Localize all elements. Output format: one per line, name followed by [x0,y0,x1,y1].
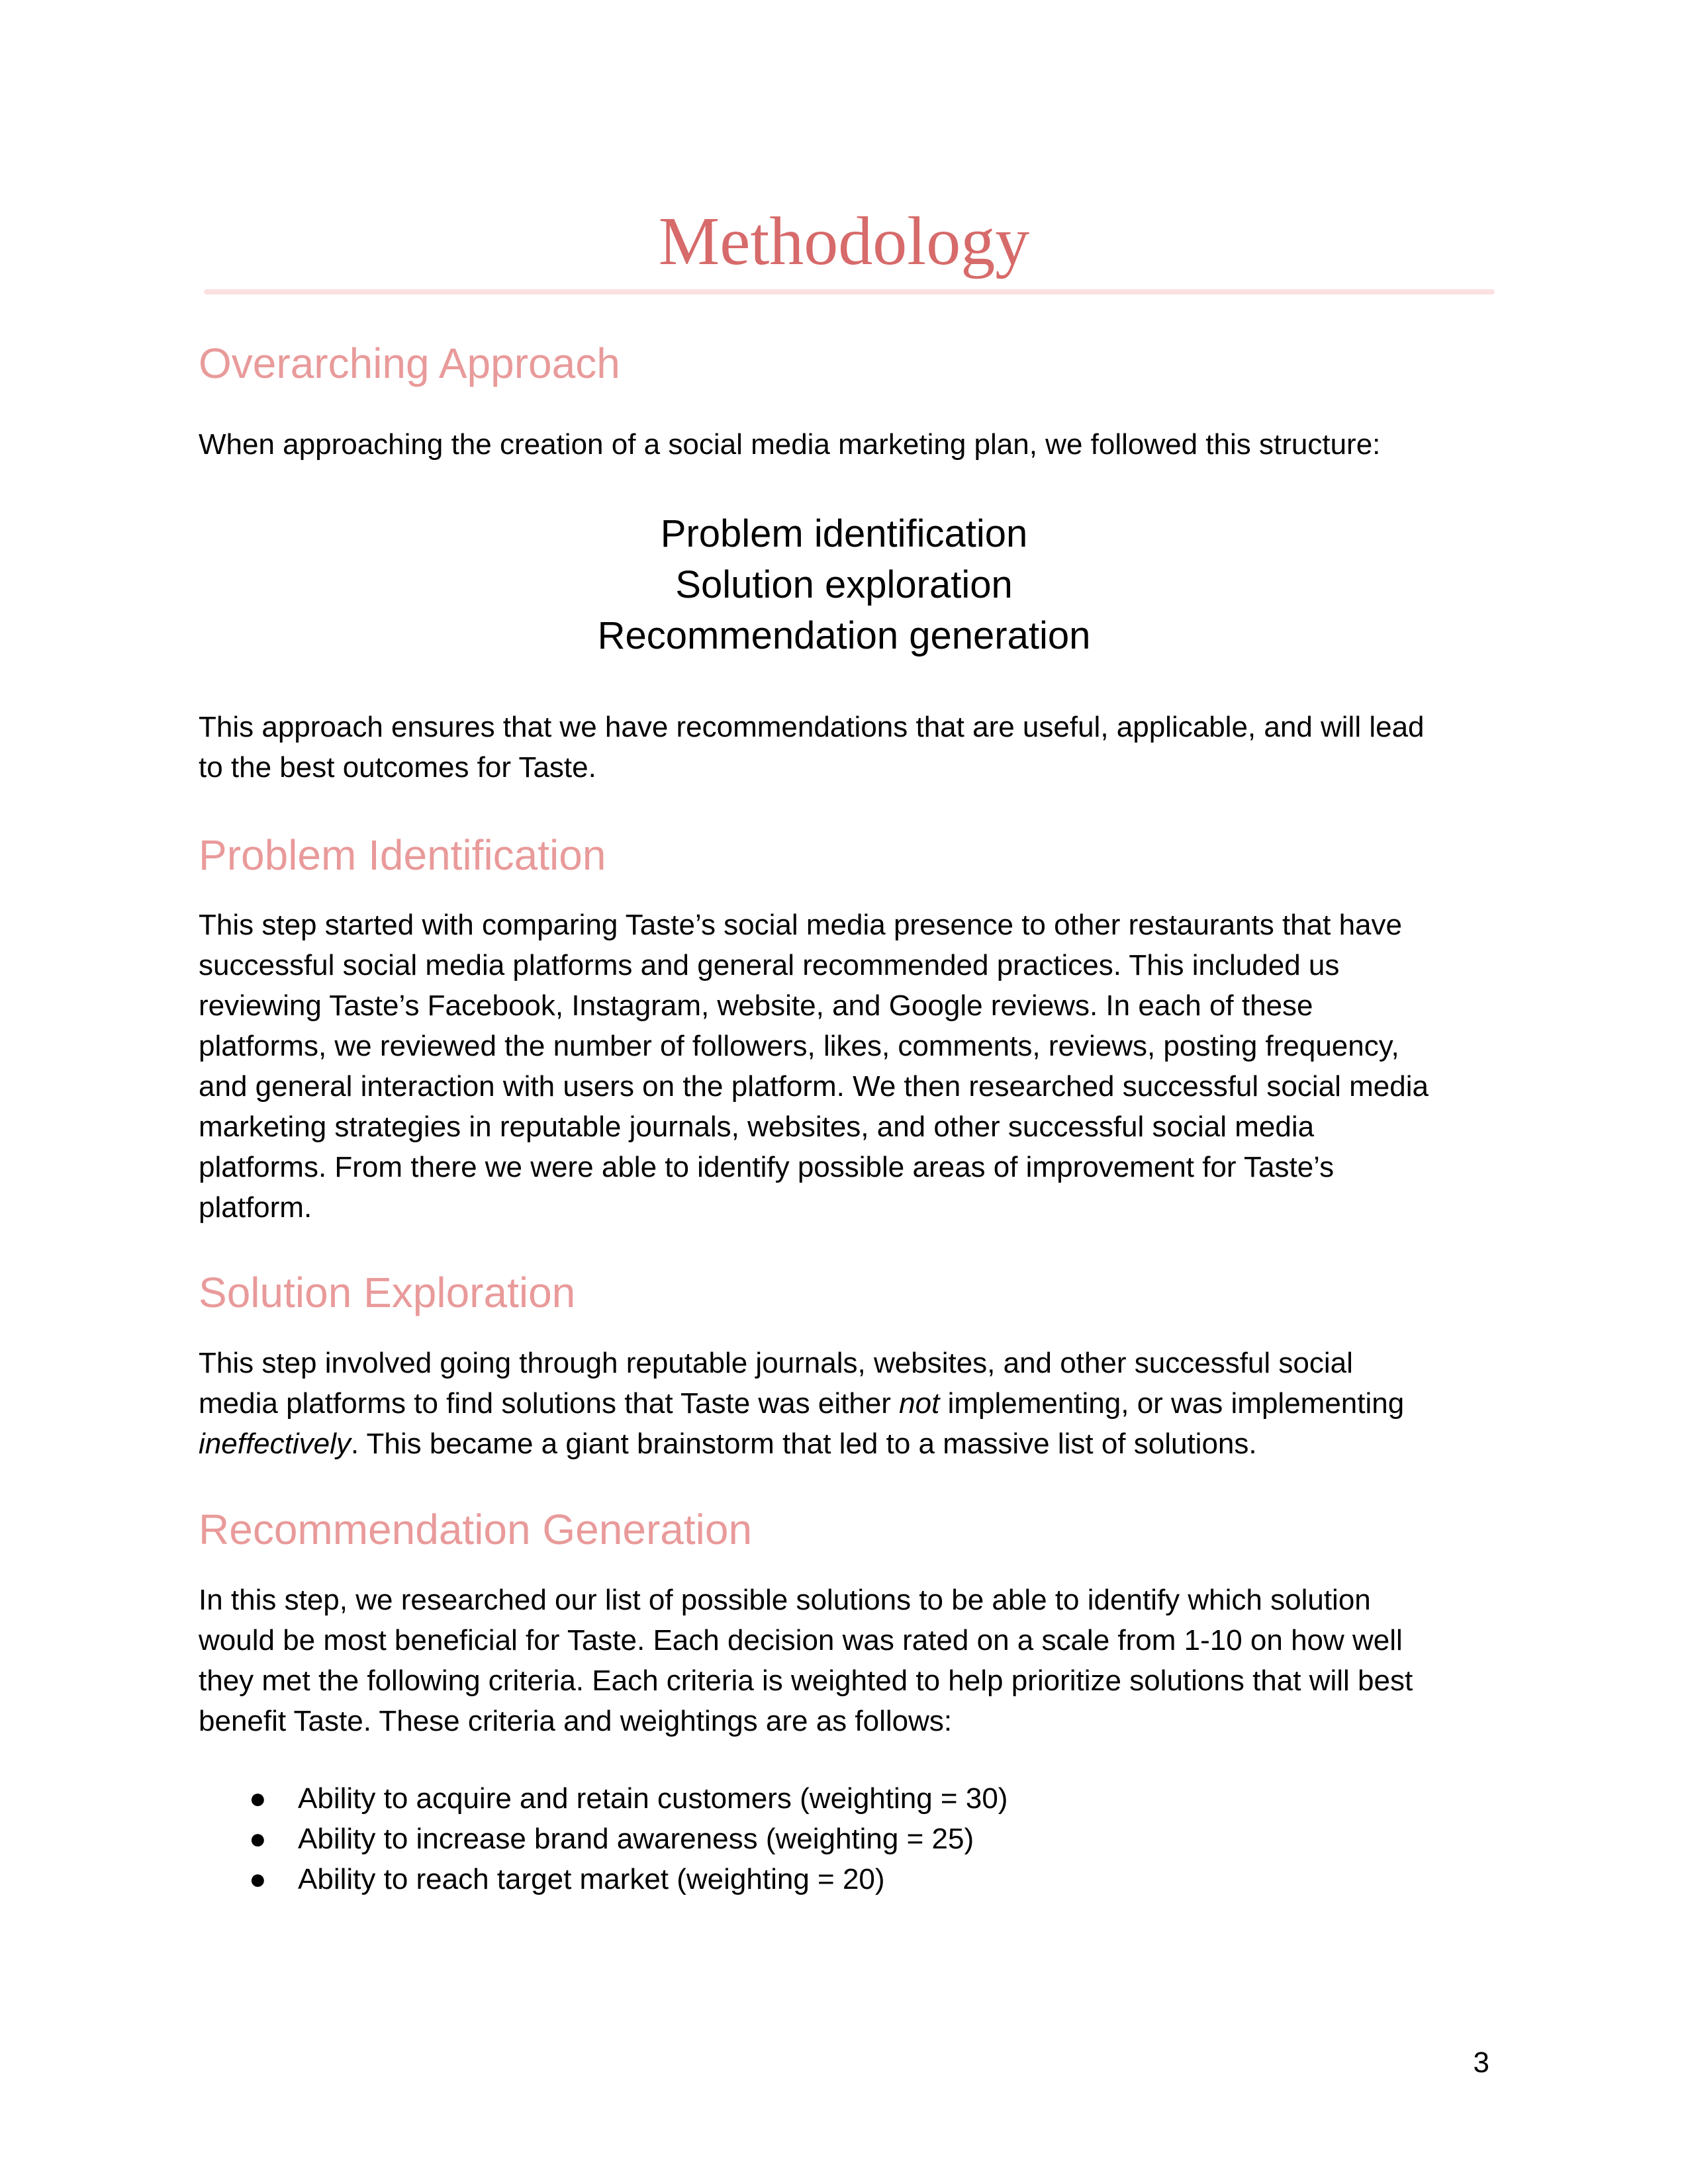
solution-exploration-body [199,1343,1496,1464]
heading-overarching-approach: Overarching Approach [199,340,620,387]
bullet-icon: ● [249,1863,267,1895]
emphasis-ineffectively: ineffectively [199,1428,351,1460]
emphasis-not: not [899,1387,940,1420]
approach-steps-list [199,508,1489,661]
step-recommendation-generation: Recommendation generation [597,614,1091,657]
criteria-list [199,1778,1008,1899]
heading-solution-exploration: Solution Exploration [199,1269,576,1316]
overarching-approach-outro: This approach ensures that we have recommendations that are useful, applicable, and will lead to the best outcomes for Taste. [199,711,1425,784]
page-title: Methodology [658,203,1030,279]
heading-recommendation-generation: Recommendation Generation [199,1506,753,1553]
document-page [199,0,1489,2184]
step-problem-identification: Problem identification [660,512,1028,555]
list-item [199,1859,1008,1899]
criteria-label: Ability to increase brand awareness (weighting = 25) [298,1823,974,1855]
bullet-icon: ● [249,1823,267,1855]
list-item [199,1819,1008,1859]
step-solution-exploration: Solution exploration [675,563,1013,606]
solution-exploration-text-2: implementing, or was implementing [947,1387,1405,1420]
page-number: 3 [1473,2046,1489,2079]
problem-identification-body: This step started with comparing Taste’s social media presence to other restaurants that have successful social media platforms and general recommended practices. This included us reviewing Taste’s Facebook, Instagram, website, and Google reviews. In each of these platforms, we reviewed the number of followers, likes, comments, reviews, posting frequency, and general interaction with users on the platform. We then researched successful social media marketing strategies in reputable journals, websites, and other successful social media platforms. From there we were able to identify possible areas of improvement for Taste’s platform. [199,909,1429,1224]
heading-problem-identification: Problem Identification [199,831,606,879]
overarching-approach-intro: When approaching the creation of a social media marketing plan, we followed this structure: [199,428,1381,461]
criteria-label: Ability to acquire and retain customers (weighting = 30) [298,1782,1008,1815]
solution-exploration-text-3: . This became a giant brainstorm that led to a massive list of solutions. [350,1428,1257,1460]
list-item [199,1778,1008,1819]
solution-exploration-text-1: This step involved going through reputable journals, websites, and other successful social media platforms to find solutions that Taste was either [199,1347,1353,1420]
bullet-icon: ● [249,1782,267,1815]
criteria-label: Ability to reach target market (weighting = 20) [298,1863,885,1895]
recommendation-generation-body: In this step, we researched our list of possible solutions to be able to identify which solution would be most beneficial for Taste. Each decision was rated on a scale from 1-10 on how well they met the following criteria. Each criteria is weighted to help prioritize solutions that will best benefit Taste. These criteria and weightings are as follows: [199,1584,1413,1737]
title-underline-divider [204,289,1495,295]
